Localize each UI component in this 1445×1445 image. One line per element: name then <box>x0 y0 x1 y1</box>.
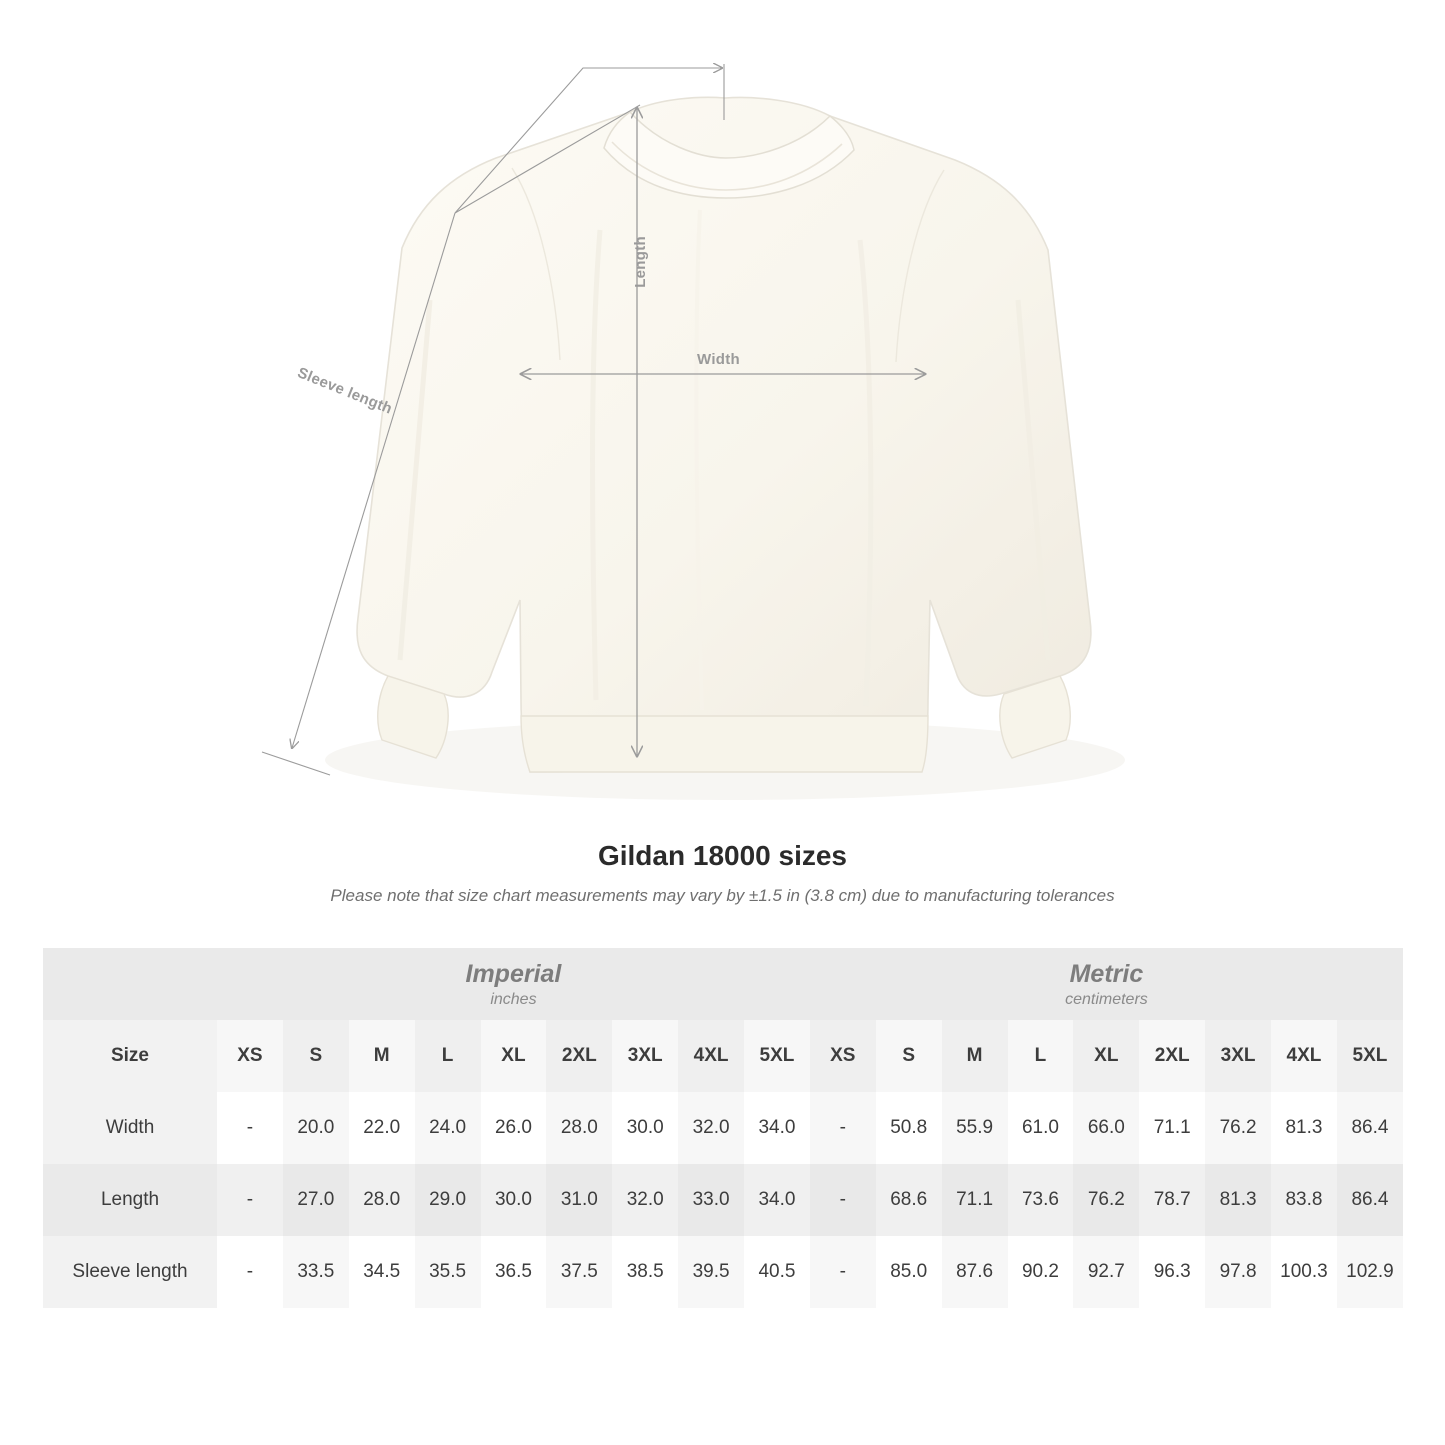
unit-header-spacer <box>43 948 217 1020</box>
table-cell: 100.3 <box>1271 1236 1337 1308</box>
table-cell: 61.0 <box>1008 1092 1074 1164</box>
table-cell: 36.5 <box>481 1236 547 1308</box>
table-cell: 28.0 <box>349 1164 415 1236</box>
table-cell: 38.5 <box>612 1236 678 1308</box>
table-cell: 55.9 <box>942 1092 1008 1164</box>
table-cell: 22.0 <box>349 1092 415 1164</box>
unit-group-metric <box>810 948 1403 1020</box>
column-header-5xl: 5XL <box>1337 1020 1403 1092</box>
table-cell: - <box>810 1092 876 1164</box>
table-cell: 26.0 <box>481 1092 547 1164</box>
table-cell: 78.7 <box>1139 1164 1205 1236</box>
length-dimension-label: Length <box>632 236 649 288</box>
table-cell: 24.0 <box>415 1092 481 1164</box>
table-cell: 87.6 <box>942 1236 1008 1308</box>
row-label-length: Length <box>43 1164 217 1236</box>
unit-group-name: Imperial <box>465 960 562 989</box>
column-header-l: L <box>415 1020 481 1092</box>
unit-group-imperial <box>217 948 810 1020</box>
row-label-width: Width <box>43 1092 217 1164</box>
table-cell: 71.1 <box>1139 1092 1205 1164</box>
table-cell: 28.0 <box>546 1092 612 1164</box>
table-cell: 83.8 <box>1271 1164 1337 1236</box>
table-cell: 97.8 <box>1205 1236 1271 1308</box>
table-cell: 33.0 <box>678 1164 744 1236</box>
size-table <box>43 948 1403 1308</box>
table-cell: 32.0 <box>678 1092 744 1164</box>
width-dimension-label: Width <box>697 351 741 368</box>
table-cell: 33.5 <box>283 1236 349 1308</box>
table-cell: 73.6 <box>1008 1164 1074 1236</box>
unit-group-sub: centimeters <box>1065 990 1148 1008</box>
column-header-3xl: 3XL <box>1205 1020 1271 1092</box>
table-cell: 85.0 <box>876 1236 942 1308</box>
table-cell: - <box>217 1164 283 1236</box>
table-cell: 34.0 <box>744 1164 810 1236</box>
page-title: Gildan 18000 sizes <box>597 840 848 871</box>
table-cell: - <box>217 1236 283 1308</box>
table-row <box>43 1236 1403 1308</box>
column-header-m: M <box>349 1020 415 1092</box>
column-header-3xl: 3XL <box>612 1020 678 1092</box>
table-cell: 37.5 <box>546 1236 612 1308</box>
title-block <box>0 840 1445 906</box>
table-cell: 76.2 <box>1073 1164 1139 1236</box>
table-cell: 102.9 <box>1337 1236 1403 1308</box>
table-cell: - <box>217 1092 283 1164</box>
table-cell: 30.0 <box>481 1164 547 1236</box>
column-header-5xl: 5XL <box>744 1020 810 1092</box>
table-cell: 20.0 <box>283 1092 349 1164</box>
table-cell: 34.5 <box>349 1236 415 1308</box>
unit-group-sub: inches <box>490 990 537 1008</box>
column-header-m: M <box>942 1020 1008 1092</box>
table-cell: 39.5 <box>678 1236 744 1308</box>
unit-group-name: Metric <box>1069 960 1144 989</box>
column-header-xl: XL <box>481 1020 547 1092</box>
column-header-s: S <box>876 1020 942 1092</box>
table-cell: - <box>810 1236 876 1308</box>
table-cell: 66.0 <box>1073 1092 1139 1164</box>
table-cell: 81.3 <box>1205 1164 1271 1236</box>
table-cell: 40.5 <box>744 1236 810 1308</box>
table-cell: 34.0 <box>744 1092 810 1164</box>
table-cell: 29.0 <box>415 1164 481 1236</box>
column-header-xs: XS <box>217 1020 283 1092</box>
table-cell: 32.0 <box>612 1164 678 1236</box>
table-row <box>43 1092 1403 1164</box>
table-cell: - <box>810 1164 876 1236</box>
column-header-2xl: 2XL <box>546 1020 612 1092</box>
table-corner-size-label: Size <box>43 1020 217 1092</box>
sleeve-length-dimension-label: Sleeve length <box>295 364 395 418</box>
column-header-4xl: 4XL <box>1271 1020 1337 1092</box>
column-header-l: L <box>1008 1020 1074 1092</box>
table-cell: 86.4 <box>1337 1164 1403 1236</box>
table-cell: 50.8 <box>876 1092 942 1164</box>
table-cell: 76.2 <box>1205 1092 1271 1164</box>
table-cell: 81.3 <box>1271 1092 1337 1164</box>
size-table-wrapper <box>43 948 1403 1308</box>
table-cell: 27.0 <box>283 1164 349 1236</box>
table-cell: 35.5 <box>415 1236 481 1308</box>
table-cell: 30.0 <box>612 1092 678 1164</box>
column-header-s: S <box>283 1020 349 1092</box>
row-label-sleeve-length: Sleeve length <box>43 1236 217 1308</box>
tolerance-note: Please note that size chart measurements may vary by ±1.5 in (3.8 cm) due to manufacturing tolerances <box>330 886 1115 905</box>
table-cell: 90.2 <box>1008 1236 1074 1308</box>
table-cell: 86.4 <box>1337 1092 1403 1164</box>
column-header-2xl: 2XL <box>1139 1020 1205 1092</box>
column-header-row <box>43 1020 1403 1092</box>
table-cell: 92.7 <box>1073 1236 1139 1308</box>
table-cell: 71.1 <box>942 1164 1008 1236</box>
table-row <box>43 1164 1403 1236</box>
table-cell: 31.0 <box>546 1164 612 1236</box>
table-cell: 68.6 <box>876 1164 942 1236</box>
table-cell: 96.3 <box>1139 1236 1205 1308</box>
column-header-4xl: 4XL <box>678 1020 744 1092</box>
column-header-xs: XS <box>810 1020 876 1092</box>
unit-header-row <box>43 948 1403 1020</box>
column-header-xl: XL <box>1073 1020 1139 1092</box>
